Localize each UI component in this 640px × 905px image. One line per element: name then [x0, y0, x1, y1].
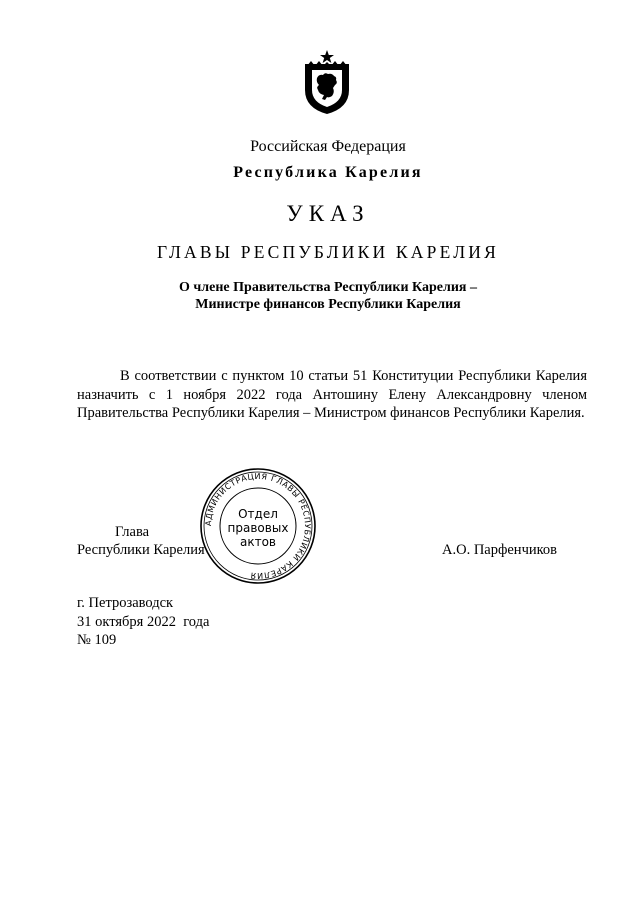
stamp-ring-text: АДМИНИСТРАЦИЯ ГЛАВЫ РЕСПУБЛИКИ КАРЕЛИЯ	[203, 471, 313, 581]
issue-city: г. Петрозаводск	[77, 595, 174, 611]
stamp-center-line-3: актов	[239, 535, 277, 549]
republic-name: Республика Карелия	[233, 164, 423, 181]
signatory-title: Глава	[115, 524, 150, 540]
subject-line-1: О члене Правительства Республики Карелия –	[179, 280, 477, 295]
place-date-number	[77, 594, 209, 650]
signatory-name: А.О. Парфенчиков	[442, 542, 558, 558]
stamp-center-line-2: правовых	[227, 521, 289, 535]
issue-date: 31 октября 2022 года	[77, 613, 210, 630]
subject-line-2: Министре финансов Республики Карелия	[195, 297, 461, 312]
decree-subject	[0, 279, 640, 313]
document-type-title: УКАЗ	[286, 201, 370, 226]
stamp-center-line-1: Отдел	[238, 507, 278, 521]
coat-of-arms-emblem	[301, 50, 353, 114]
country-name: Российская Федерация	[250, 138, 406, 155]
signatory-organization: Республики Карелия	[77, 542, 205, 558]
issuer-title: ГЛАВЫ РЕСПУБЛИКИ КАРЕЛИЯ	[156, 242, 500, 262]
decree-body-paragraph: В соответствии с пунктом 10 статьи 51 Конституции Республики Карелия назначить с 1 ноября 2022 года Антошину Елену Александровну членом Правительства Республики Карелия – Министром финансов Республики Карелия.	[77, 368, 587, 421]
decree-number: № 109	[77, 632, 117, 648]
official-stamp	[198, 466, 318, 586]
